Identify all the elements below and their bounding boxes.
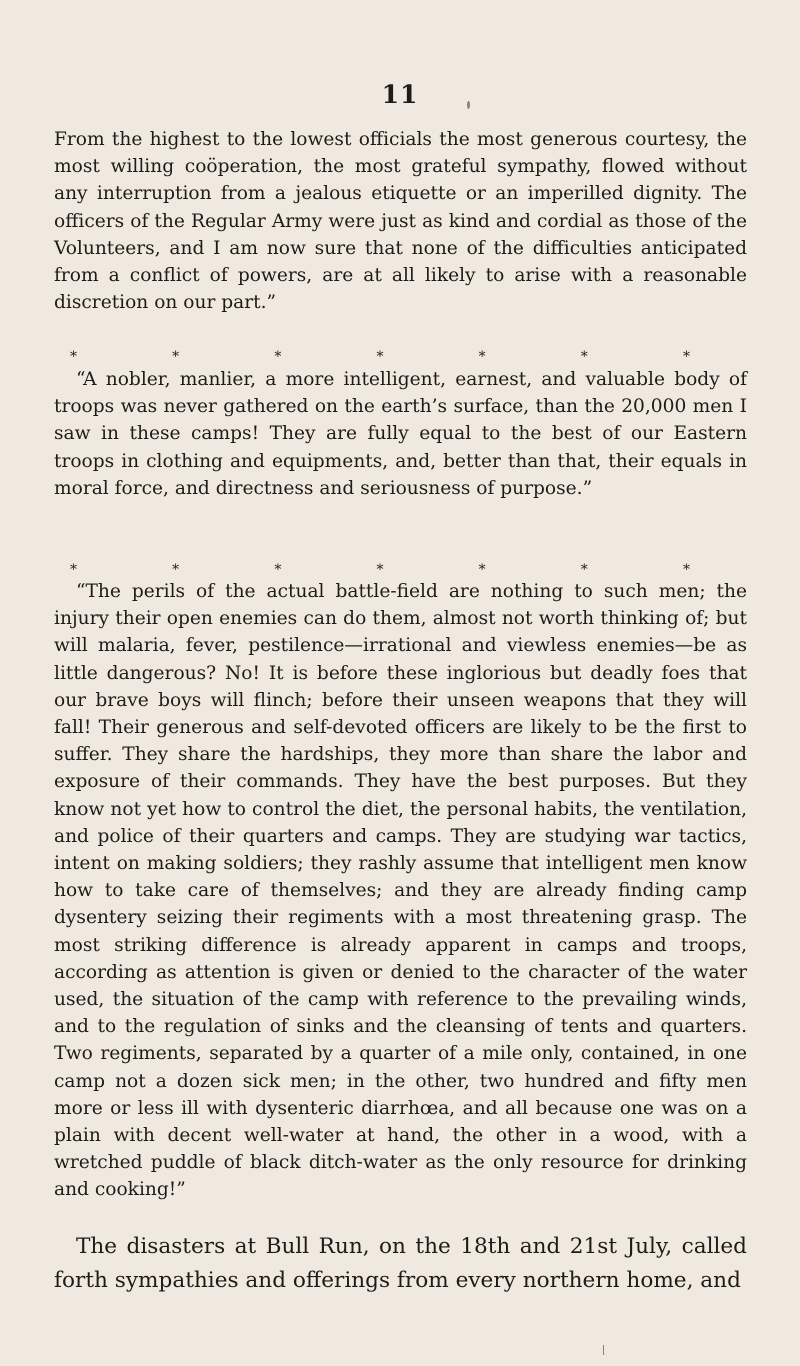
paragraph-3-block	[54, 578, 747, 1204]
star-separator-2	[70, 563, 690, 577]
star-2-6: *	[580, 562, 588, 578]
page-number: 11	[381, 80, 419, 109]
star-1-1: *	[70, 349, 77, 365]
page-speck	[467, 101, 470, 109]
star-1-6: *	[580, 349, 588, 365]
star-2-2: *	[172, 562, 180, 578]
star-2-5: *	[478, 562, 486, 578]
star-1-4: *	[376, 349, 384, 365]
paragraph-1: From the highest to the lowest officials the most generous courtesy, the most willing coöperation, the most grateful sympathy, flowed without any interruption from a jealous etiquette or an imperilled dignity. The officers of the Regular Army were just as kind and cordial as those of the Volunteers, and I am now sure that none of the difficulties anticipated from a conflict of powers, are at all likely to arise with a reasonable discretion on our part.”	[54, 129, 747, 314]
paragraph-3: “The perils of the actual battle-field are nothing to such men; the injury their open enemies can do them, almost not worth thinking of; but will malaria, fever, pestilence—irrational and viewless enemies—be as little dangerous? No! It is before these inglorious but deadly foes that our brave boys will flinch; before their unseen weapons that they will fall! Their generous and self-devoted officers are likely to be the first to suffer. They share the hardships, they more than share the labor and exposure of their commands. They have the best purposes. But they know not yet how to control the diet, the personal habits, the ventilation, and police of their quarters and camps. They are studying war tactics, intent on making soldiers; they rashly assume that intelligent men know how to take care of themselves; and they are already finding camp dysentery seizing their regiments with a most threatening grasp. The most striking difference is already apparent in camps and troops, according as attention is given or denied to the character of the water used, the situation of the camp with reference to the prevailing winds, and to the regulation of sinks and the cleansing of tents and quarters. Two regiments, separated by a quarter of a mile only, contained, in one camp not a dozen sick men; in the other, two hundred and fifty men more or less ill with dysenteric diarrhœa, and all because one was on a plain with decent well-water at hand, the other in a wood, with a wretched puddle of black ditch-water as the only resource for drinking and cooking!”	[54, 581, 747, 1201]
star-1-2: *	[172, 349, 180, 365]
paragraph-2: “A nobler, manlier, a more intelligent, earnest, and valuable body of troops was never gathered on the earth’s surface, than the 20,000 men I saw in these camps! They are fully equal to the best of our Eastern troops in clothing and equipments, and, better than that, their equals in moral force, and directness and seriousness of purpose.”	[54, 369, 747, 499]
star-separator-1	[70, 350, 690, 364]
star-1-5: *	[478, 349, 486, 365]
star-1-3: *	[274, 349, 282, 365]
star-2-4: *	[376, 562, 384, 578]
page-speck	[603, 1345, 604, 1355]
star-2-3: *	[274, 562, 282, 578]
paragraph-4-block	[54, 1230, 747, 1298]
star-2-7: *	[682, 562, 690, 578]
paragraph-1-block	[54, 126, 747, 316]
paragraph-4: The disasters at Bull Run, on the 18th and 21st July, called forth sympathies and offerings from every northern home, and	[54, 1234, 747, 1293]
star-1-7: *	[682, 349, 690, 365]
star-2-1: *	[70, 562, 77, 578]
paragraph-2-block	[54, 366, 747, 502]
